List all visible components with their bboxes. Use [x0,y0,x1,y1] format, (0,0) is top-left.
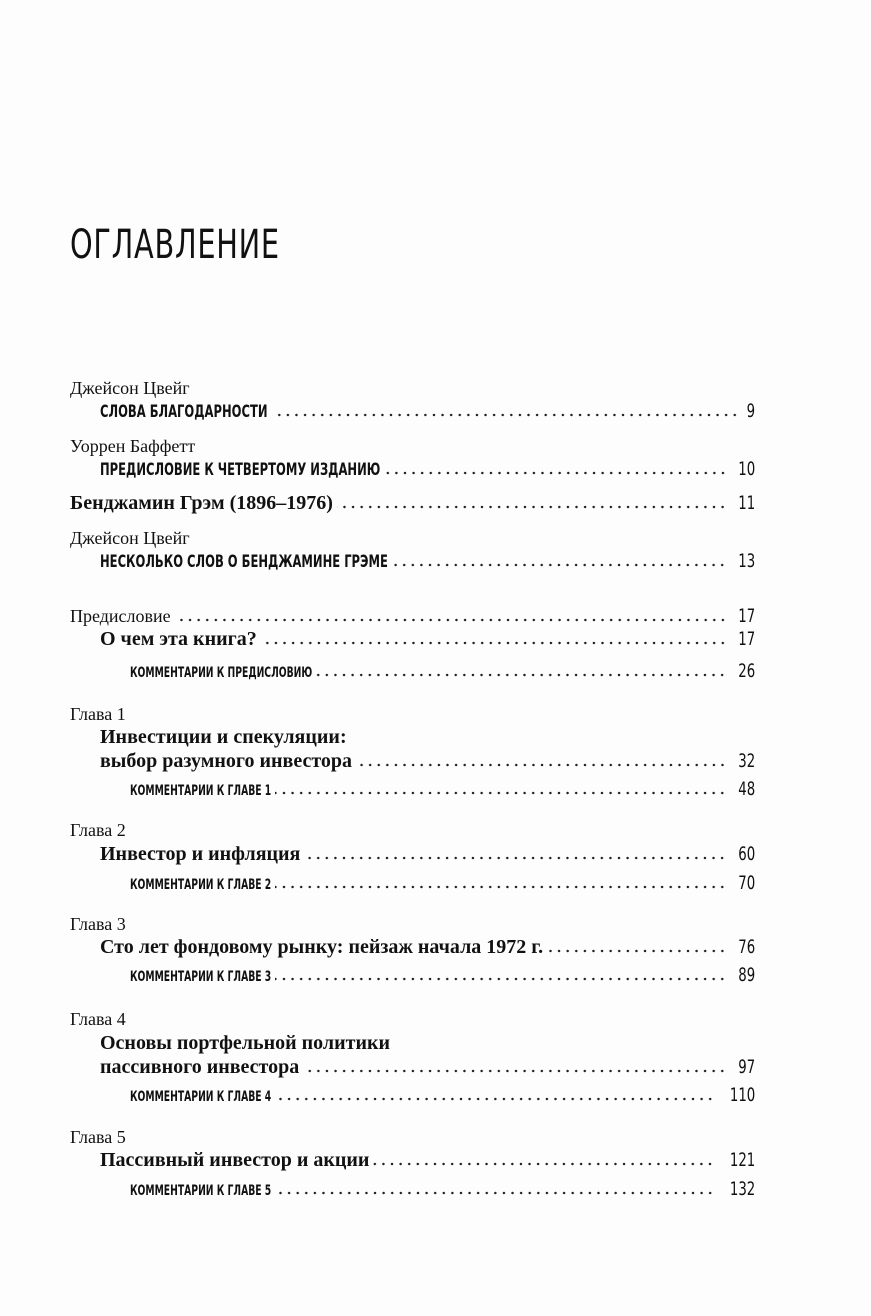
toc-entry-title: Бенджамин Грэм (1896–1976) [70,492,333,514]
toc-entry-title: КОММЕНТАРИИ К ПРЕДИСЛОВИЮ [130,665,313,681]
toc-page-number: 121 [729,1149,755,1171]
toc-entry [100,400,755,424]
toc-page-number: 60 [738,843,755,865]
toc-entry [130,660,755,684]
toc-entry [100,1032,390,1056]
leader-dots [337,505,727,509]
toc-entry [100,843,755,867]
toc-page-number: 97 [738,1056,755,1078]
toc-entry-title: КОММЕНТАРИИ К ГЛАВЕ 4 [130,1089,272,1105]
toc-entry [100,550,755,574]
toc-page-number: 17 [738,628,755,650]
leader-dots [275,885,727,889]
toc-entry [130,1178,755,1202]
toc-entry [70,605,755,629]
toc-entry [100,750,755,774]
leader-dots [303,1069,727,1073]
toc-entry-title: КОММЕНТАРИИ К ГЛАВЕ 2 [130,877,272,893]
toc-page-number: 10 [738,458,755,480]
toc-entry-title: Глава 2 [70,820,126,840]
toc-entry-title: Джейсон Цвейг [70,528,190,548]
toc-entry [100,458,755,482]
toc-entry [130,872,755,896]
toc-entry-title: ПРЕДИСЛОВИЕ К ЧЕТВЕРТОМУ ИЗДАНИЮ [100,460,381,480]
leader-dots [316,673,726,677]
toc-page-number: 17 [738,605,755,627]
toc-page-number: 110 [729,1084,755,1106]
toc-entry-title: НЕСКОЛЬКО СЛОВ О БЕНДЖАМИНЕ ГРЭМЕ [100,552,388,572]
toc-entry [70,1127,126,1151]
toc-entry [100,628,755,652]
leader-dots [356,763,727,767]
toc-entry [70,492,755,516]
toc-entry [100,1149,755,1173]
toc-entry-title: Глава 4 [70,1009,126,1029]
toc-entry-title: СЛОВА БЛАГОДАРНОСТИ [100,402,268,422]
toc-entry [70,704,126,728]
toc-entry [130,1084,755,1108]
toc-page-number: 89 [738,964,755,986]
leader-dots [261,641,727,645]
toc-entry [130,778,755,802]
leader-dots [275,791,727,795]
toc-entry-title: Инвестор и инфляция [100,843,301,865]
toc-entry [70,436,195,460]
toc-entry [70,1009,126,1033]
leader-dots [547,949,727,953]
toc-page-number: 11 [738,492,755,514]
toc-entry-title: КОММЕНТАРИИ К ГЛАВЕ 1 [130,783,272,799]
toc-entry-title: Глава 1 [70,704,126,724]
toc-entry-title: Уоррен Баффетт [70,436,196,456]
toc-page-number: 13 [738,550,755,572]
toc-entry-title: Джейсон Цвейг [70,378,190,398]
toc-page-number: 26 [738,660,755,682]
toc-entry-title: Пассивный инвестор и акции [100,1149,370,1171]
toc-entry-title: КОММЕНТАРИИ К ГЛАВЕ 3 [130,969,272,985]
toc-page-number: 70 [738,872,755,894]
toc-entry-title: Глава 5 [70,1127,126,1147]
toc-entry-title: Основы портфельной политики [100,1032,391,1054]
leader-dots [275,1191,714,1195]
toc-entry [130,964,755,988]
toc-entry-title: выбор разумного инвестора [100,750,353,772]
toc-page-number: 48 [738,778,755,800]
toc-page-number: 132 [729,1178,755,1200]
toc-entry-title: Сто лет фондовому рынку: пейзаж начала 1972 г. [100,936,544,958]
toc-entry [70,914,126,938]
toc-entry-title: КОММЕНТАРИИ К ГЛАВЕ 5 [130,1183,272,1199]
leader-dots [272,413,739,417]
toc-entry [70,820,126,844]
toc-entry [70,528,190,552]
toc-page-number: 76 [738,936,755,958]
toc-entry [100,726,347,750]
toc-page-number: 9 [746,400,755,422]
toc-entry [70,378,190,402]
toc-entry-title: Предисловие [70,606,171,626]
toc-entry-title: Глава 3 [70,914,126,934]
leader-dots [275,1097,714,1101]
leader-dots [175,618,727,622]
toc-page-number: 32 [738,750,755,772]
toc-entry [100,1056,755,1080]
leader-dots [304,856,726,860]
toc-entry-title: О чем эта книга? [100,628,257,650]
toc-entry-title: Инвестиции и спекуляции: [100,726,347,748]
toc-entry-title: пассивного инвестора [100,1056,300,1078]
leader-dots [385,471,727,475]
leader-dots [392,563,726,567]
leader-dots [373,1162,714,1166]
leader-dots [275,977,727,981]
toc-entry [100,936,755,960]
page-title: ОГЛАВЛЕНИЕ [70,222,280,268]
